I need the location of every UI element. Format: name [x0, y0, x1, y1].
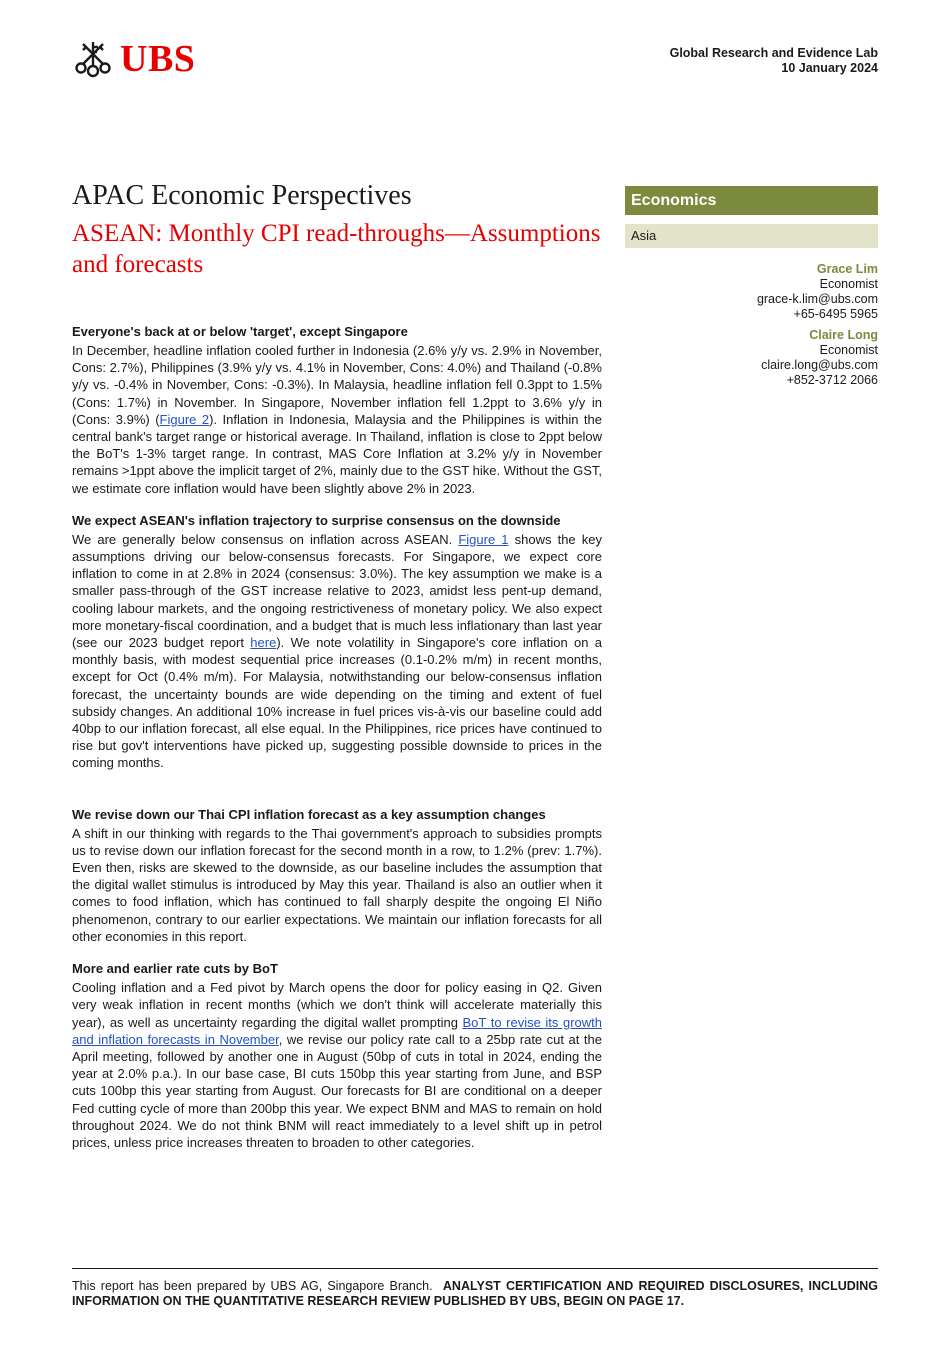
report-body [72, 323, 602, 1166]
analyst-list [625, 262, 878, 388]
report-date: 10 January 2024 [781, 61, 878, 75]
three-keys-icon [72, 38, 114, 80]
section-inflation-targets [72, 323, 602, 497]
analyst-role: Economist [819, 343, 878, 357]
analyst-phone: +65-6495 5965 [793, 307, 878, 321]
section-heading: More and earlier rate cuts by BoT [72, 961, 278, 977]
sidebar [625, 186, 878, 394]
footer-preparer: This report has been prepared by UBS AG, Singapore Branch. [72, 1279, 433, 1293]
budget-report-link[interactable]: here [250, 635, 277, 651]
section-heading: We expect ASEAN's inflation trajectory to surprise consensus on the downside [72, 512, 561, 528]
analyst-email[interactable]: grace-k.lim@ubs.com [756, 292, 878, 306]
report-title: APAC Economic Perspectives [72, 180, 412, 211]
section-bot-rate-cuts [72, 960, 602, 1151]
analyst-card [625, 262, 878, 322]
brand-wordmark: UBS [120, 38, 196, 80]
report-header [670, 46, 878, 76]
figure-1-link[interactable]: Figure 1 [458, 531, 509, 547]
disclosure-footer [72, 1268, 878, 1309]
research-unit: Global Research and Evidence Lab [669, 46, 878, 60]
analyst-card [625, 328, 878, 388]
analyst-name: Grace Lim [816, 262, 878, 276]
section-paragraph: We are generally below consensus on inflation across ASEAN. Figure 1 shows the key assumptions driving our below-consensus forecasts. For Singapore, we expect core inflation to come in at 2.8% in 2024 (consensus: 3.0%). The key assumption we make is a smaller pass-through of the GST increase relative to 2023, amidst less pent-up demand, cooling labour markets, and the ongoing restrictiveness of monetary policy. We also expect more monetary-fiscal coordination, and a budget that is much less inflationary than last year (see our 2023 budget report here). We note volatility in Singapore's core inflation on a monthly basis, with modest sequential price increases (0.1-0.2% m/m) in recent months, except for Oct (0.4% m/m). For Malaysia, notwithstanding our below-consensus inflation forecast, the uncertainty bounds are wide depending on the timing and extent of fuel subsidy changes. An additional 10% increase in fuel prices vis-à-vis our baseline could add 40bp to our inflation forecast, all else equal. In the Philippines, rice prices have continued to rise but gov't interventions have picked up, suggesting possible downside to prices in the coming months. [72, 531, 603, 771]
section-heading: Everyone's back at or below 'target', except Singapore [72, 324, 408, 339]
figure-2-link[interactable]: Figure 2 [159, 411, 210, 427]
section-consensus-downside [72, 512, 602, 772]
section-paragraph: Cooling inflation and a Fed pivot by March opens the door for policy easing in Q2. Given very weak inflation in recent months (which we don't think will accelerate materially this year), as well as uncertainty regarding the digital wallet prompting BoT to revise its growth and inflation forecasts in November, we revise our policy rate call to a 25bp rate cut at the April meeting, followed by another one in August (50bp of cuts in total in 2024, ending the year at 2.0% p.a.). In our base case, BI cuts 150bp this year starting from June, and BSP cuts 100bp this year starting from August. Our forecasts for BI are conditional on a deeper Fed cutting cycle of more than 200bp this year. We expect BNM and MAS to remain on hold throughout 2024. We do not think BNM will react immediately to a level shift up in petrol prices, unless price increases threaten to broaden to other categories. [72, 980, 602, 1150]
ubs-logo [72, 38, 195, 80]
analyst-name: Claire Long [809, 328, 878, 342]
bot-forecast-link[interactable]: BoT to revise its growth and inflation forecasts in November [72, 1014, 602, 1047]
analyst-email[interactable]: claire.long@ubs.com [761, 358, 878, 372]
section-paragraph: A shift in our thinking with regards to the Thai government's approach to subsidies prompts us to revise down our inflation forecast for the second month in a row, to 1.2% (prev: 1.7%). Even then, risks are skewed to the downside, as our baseline includes the assumption that the digital wallet stimulus is introduced by May this year. Thailand is also an outlier when it comes to food inflation, which has continued to fall sharply despite the ongoing El Niño phenomenon, contrary to our earlier expectations. We maintain our inflation forecasts for all other economies in this report. [72, 825, 602, 944]
region-banner: Asia [625, 224, 878, 248]
title-block [72, 180, 612, 280]
report-subtitle: ASEAN: Monthly CPI read-throughs—Assumptions and forecasts [72, 220, 601, 278]
analyst-phone: +852-3712 2066 [786, 373, 878, 387]
footer-disclosure: ANALYST CERTIFICATION AND REQUIRED DISCLOSURES, INCLUDING INFORMATION ON THE QUANTITATIVE RESEARCH REVIEW PUBLISHED BY UBS, BEGIN ON PAGE 17. [72, 1279, 878, 1308]
category-banner: Economics [625, 186, 878, 215]
analyst-role: Economist [819, 277, 878, 291]
section-heading: We revise down our Thai CPI inflation forecast as a key assumption changes [72, 806, 546, 822]
section-paragraph: In December, headline inflation cooled further in Indonesia (2.6% y/y vs. 2.9% in November, Cons: 2.7%), Philippines (3.9% y/y vs. 4.1% in November, Cons: 4.0%) and Thailand (-0.8% y/y vs. -0.4% in November, Cons: -0.3%). In Malaysia, headline inflation fell 0.3ppt to 1.5% (Cons: 1.7%) in November. In Singapore, November inflation fell 1.2ppt to 3.6% y/y in (Cons: 3.9%) (Figure 2). Inflation in Indonesia, Malaysia and the Philippines is within the central bank's target range or historical average. In Thailand, inflation is close to 2ppt below the BoT's 1-3% target range. In contrast, MAS Core Inflation at 3.2% y/y in November remains >1ppt above the implicit target of 2%, mainly due to the GST hike. Without the GST, we estimate core inflation would have been slightly above 2% in 2023. [72, 343, 603, 496]
section-thai-cpi [72, 806, 602, 945]
